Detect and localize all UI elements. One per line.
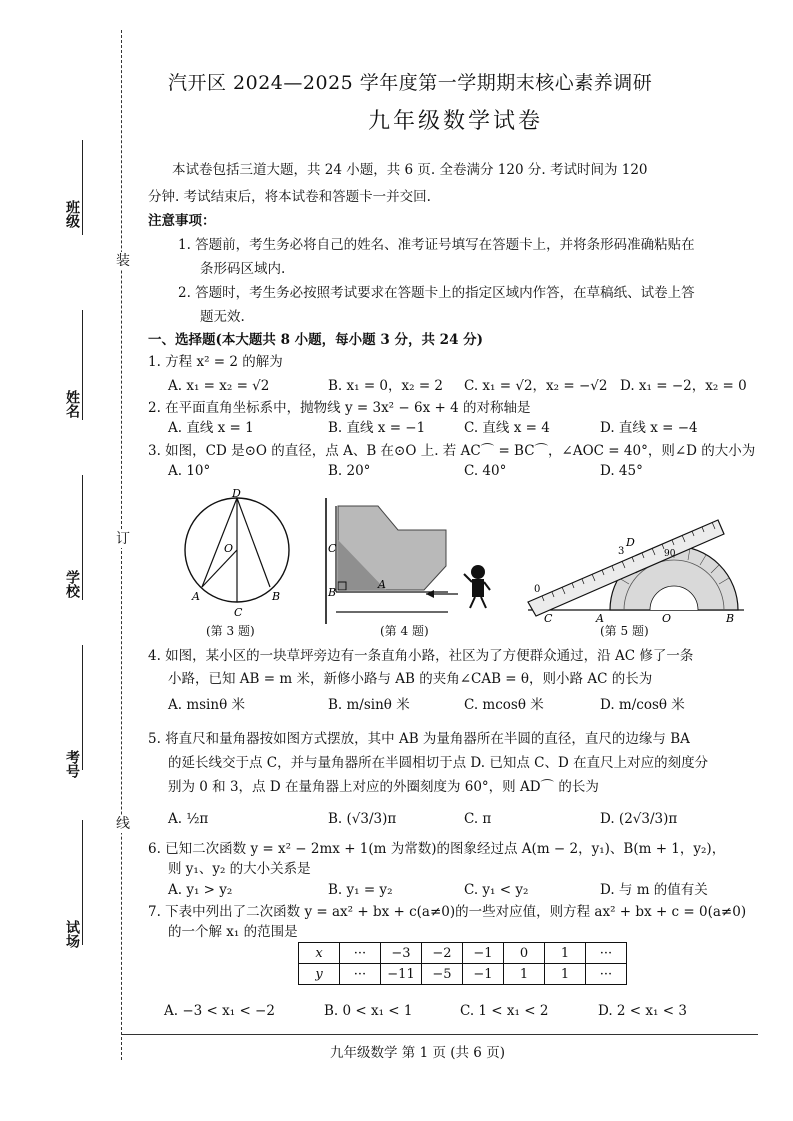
label-o: O: [662, 612, 672, 625]
q7-option-c: C. 1 < x₁ < 2: [460, 1003, 549, 1019]
footer-rule: [122, 1034, 758, 1035]
table-cell: −5: [422, 964, 463, 985]
chord-db: [237, 498, 270, 587]
q1-option-d: D. x₁ = −2，x₂ = 0: [620, 378, 747, 394]
label-a: A: [596, 612, 604, 625]
seal-xian: 线: [116, 816, 130, 832]
figure-4: [318, 496, 498, 626]
q3-option-d: D. 45°: [600, 463, 643, 479]
q2-option-b: B. 直线 x = −1: [328, 420, 426, 436]
q1-option-a: A. x₁ = x₂ = √2: [168, 378, 270, 394]
arrow-head: [426, 590, 434, 598]
q2-option-d: D. 直线 x = −4: [600, 420, 698, 436]
label-a: A: [192, 590, 200, 603]
seal-ding: 订: [116, 531, 130, 547]
table-cell: 0: [504, 943, 545, 964]
q6-option-d: D. 与 m 的值有关: [600, 882, 708, 898]
figure-3: [180, 488, 300, 628]
q4-option-c: C. mcosθ 米: [464, 697, 544, 713]
person-arm-left: [464, 574, 472, 582]
figure-5: [522, 512, 752, 626]
person-head: [471, 565, 485, 579]
seal-zhuang: 装: [116, 253, 130, 269]
radius-oa: [202, 550, 237, 587]
q4-stem-1: 4. 如图，某小区的一块草坪旁边有一条直角小路，社区为了方便群众通过，沿 AC 修了一条: [148, 648, 694, 664]
intro-line2: 分钟. 考试结束后，将本试卷和答题卡一并交回.: [148, 189, 431, 205]
q4-stem-2: 小路，已知 AB = m 米，新修小路与 AB 的夹角∠CAB = θ，则小路 AC 的长为: [168, 671, 653, 687]
notice-title: 注意事项：: [148, 213, 216, 229]
q7-stem-2: 的一个解 x₁ 的范围是: [168, 924, 298, 940]
q5-stem-3: 别为 0 和 3，点 D 在量角器上对应的外圈刻度为 60°，则 AD⌒ 的长为: [168, 779, 599, 795]
q2-option-a: A. 直线 x = 1: [168, 420, 254, 436]
q7-stem-1: 7. 下表中列出了二次函数 y = ax² + bx + c(a≠0)的一些对应值，则方程 ax² + bx + c = 0(a≠0): [148, 904, 747, 920]
q4-option-a: A. msinθ 米: [168, 697, 245, 713]
table-cell: 1: [504, 964, 545, 985]
label-b: B: [272, 590, 281, 603]
label-o: O: [224, 542, 234, 555]
protractor-90: 90: [664, 549, 676, 559]
table-row-y: [299, 964, 627, 985]
intro-line1: 本试卷包括三道大题，共 24 小题，共 6 页. 全卷满分 120 分. 考试时间为 120: [172, 162, 648, 178]
table-cell: ···: [586, 964, 627, 985]
q6-option-c: C. y₁ < y₂: [464, 882, 529, 898]
label-class: 班级: [64, 200, 80, 228]
notice-2b: 题无效.: [200, 309, 245, 325]
page-footer: 九年级数学 第 1 页 (共 6 页): [330, 1045, 505, 1061]
exam-room-blank: [82, 820, 83, 945]
label-c: C: [544, 612, 553, 625]
table-cell: 1: [545, 943, 586, 964]
ruler-zero: 0: [534, 584, 541, 595]
label-d: D: [232, 488, 241, 500]
q7-option-d: D. 2 < x₁ < 3: [598, 1003, 687, 1019]
label-school: 学校: [64, 570, 80, 598]
table-cell: 1: [545, 964, 586, 985]
table-cell: y: [299, 964, 340, 985]
school-blank: [82, 475, 83, 600]
table-cell: −1: [463, 964, 504, 985]
q5-stem-2: 的延长线交于点 C，并与量角器所在半圆相切于点 D. 已知点 C、D 在直尺上对应的刻度分: [168, 755, 709, 771]
q5-stem-1: 5. 将直尺和量角器按如图方式摆放，其中 AB 为量角器所在半圆的直径，直尺的边缘与 BA: [148, 731, 690, 747]
q6-stem-2: 则 y₁、y₂ 的大小关系是: [168, 861, 311, 877]
table-cell: −3: [381, 943, 422, 964]
label-exam-no: 考号: [64, 750, 80, 778]
q7-value-table: [298, 942, 627, 985]
q1-stem: 1. 方程 x² = 2 的解为: [148, 354, 283, 370]
notice-1a: 1. 答题前，考生务必将自己的姓名、准考证号填写在答题卡上，并将条形码准确粘贴在: [178, 237, 695, 253]
person-leg-right: [481, 597, 486, 608]
table-cell: −2: [422, 943, 463, 964]
table-cell: −1: [463, 943, 504, 964]
q5-option-c: C. π: [464, 811, 492, 827]
label-c: C: [328, 542, 337, 555]
q5-option-a: A. ½π: [168, 811, 209, 827]
label-name: 姓名: [64, 390, 80, 418]
q3-stem: 3. 如图，CD 是⊙O 的直径，点 A、B 在⊙O 上. 若 AC⌒ = BC⌒，∠AOC = 40°，则∠D 的大小为: [148, 443, 756, 459]
label-d: D: [626, 536, 635, 549]
q3-option-a: A. 10°: [168, 463, 211, 479]
caption-fig3: (第 3 题): [206, 624, 255, 638]
q1-option-b: B. x₁ = 0，x₂ = 2: [328, 378, 444, 394]
q7-option-b: B. 0 < x₁ < 1: [324, 1003, 413, 1019]
name-blank: [82, 310, 83, 420]
section-1-title: 一、选择题(本大题共 8 小题，每小题 3 分，共 24 分): [148, 332, 484, 348]
label-b: B: [328, 586, 337, 599]
q7-option-a: A. −3 < x₁ < −2: [164, 1003, 275, 1019]
notice-2a: 2. 答题时，考生务必按照考试要求在答题卡上的指定区域内作答，在草稿纸、试卷上答: [178, 285, 695, 301]
person-body: [472, 579, 484, 597]
q4-option-d: D. m/cosθ 米: [600, 697, 685, 713]
q3-option-b: B. 20°: [328, 463, 371, 479]
label-b: B: [726, 612, 735, 625]
q3-option-c: C. 40°: [464, 463, 507, 479]
exam-no-blank: [82, 645, 83, 770]
q6-option-a: A. y₁ > y₂: [168, 882, 233, 898]
page-title: 汽开区 2024—2025 学年度第一学期期末核心素养调研: [168, 72, 653, 94]
q4-option-b: B. m/sinθ 米: [328, 697, 410, 713]
caption-fig5: (第 5 题): [600, 624, 649, 638]
q6-stem-1: 6. 已知二次函数 y = x² − 2mx + 1(m 为常数)的图象经过点 A(m − 2，y₁)、B(m + 1，y₂)，: [148, 841, 726, 857]
person-arm-right: [484, 582, 490, 590]
label-a: A: [378, 578, 386, 591]
q5-option-d: D. (2√3/3)π: [600, 811, 678, 827]
table-cell: ···: [340, 964, 381, 985]
label-exam-room: 试场: [64, 920, 80, 948]
table-cell: ···: [340, 943, 381, 964]
q5-option-b: B. (√3/3)π: [328, 811, 397, 827]
label-c: C: [234, 606, 243, 619]
q2-stem: 2. 在平面直角坐标系中，抛物线 y = 3x² − 6x + 4 的对称轴是: [148, 400, 531, 416]
table-cell: −11: [381, 964, 422, 985]
person-leg-left: [470, 597, 475, 608]
page-subtitle: 九年级数学试卷: [368, 109, 544, 134]
table-row-x: [299, 943, 627, 964]
q1-option-c: C. x₁ = √2，x₂ = −√2: [464, 378, 608, 394]
q2-option-c: C. 直线 x = 4: [464, 420, 550, 436]
ruler-three: 3: [618, 546, 625, 557]
table-cell: x: [299, 943, 340, 964]
caption-fig4: (第 4 题): [380, 624, 429, 638]
q6-option-b: B. y₁ = y₂: [328, 882, 393, 898]
notice-1b: 条形码区域内.: [200, 261, 286, 277]
table-cell: ···: [586, 943, 627, 964]
class-blank: [82, 140, 83, 235]
